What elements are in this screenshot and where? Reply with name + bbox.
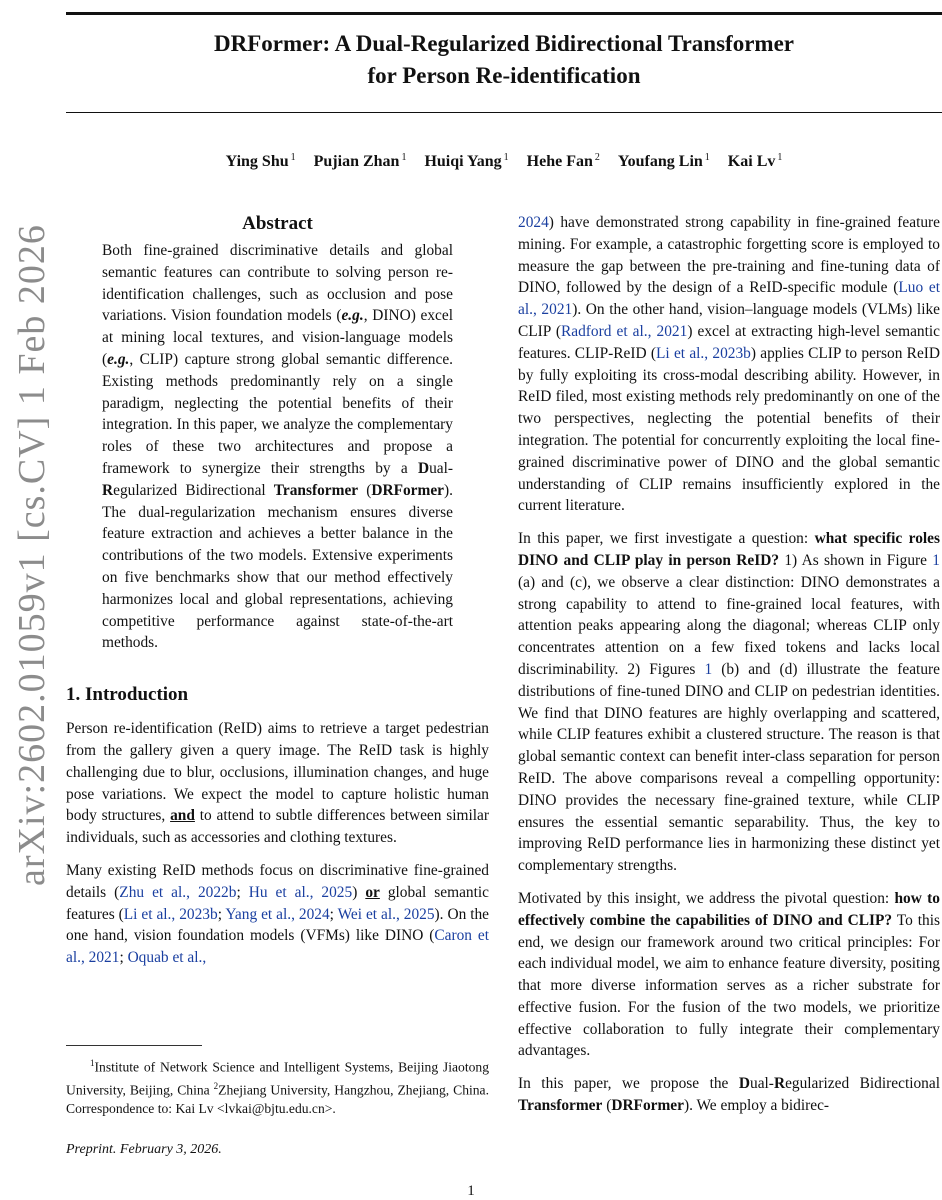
left-column <box>66 212 489 980</box>
text-run: ). The dual-regularization mechanism ensures diverse feature extraction and achieves a better balance in the contributions of the two models. Extensive experiments on five benchmarks show that our method effectively harmonizes local and global representations, achieving competitive performance against state-of-the-art methods. <box>102 481 453 652</box>
arxiv-identifier: arXiv:2602.01059v1 [cs.CV] 1 Feb 2026 <box>11 224 53 886</box>
text-run: Transformer <box>273 481 359 499</box>
text-run: e.g. <box>107 350 130 368</box>
author: Youfang Lin $^1$ <box>617 152 710 171</box>
author: Kai Lv $^1$ <box>727 152 783 171</box>
citation-link[interactable]: Caron et al., 2021 <box>66 927 489 967</box>
text-run: R <box>102 481 114 499</box>
text-run: Zhejiang University, Hangzhou, Zhejiang, China. Correspondence to: Kai Lv <lvkai@bjtu.edu.cn>. <box>66 1082 489 1117</box>
author: Ying Shu $^1$ <box>225 152 296 171</box>
body-paragraph <box>518 1073 940 1117</box>
text-run: to attend to subtle differences between similar individuals, such as accessories and clothing textures. <box>66 807 489 847</box>
text-run: (a) and (c), we observe a clear distinction: DINO demonstrates a strong capability to attend to fine-grained local features, with attention peaks appearing along the diagonal; whereas CLIP only concentrates attention on a few fixed tokens and lacks local discriminability. 2) Figures <box>518 573 940 678</box>
text-run: D <box>417 459 430 477</box>
text-run: e.g. <box>341 307 364 325</box>
text-run: 2 <box>213 1081 219 1092</box>
text-run: ). On the one hand, vision foundation models (VFMs) like DINO ( <box>66 905 490 945</box>
body-paragraph <box>66 860 489 969</box>
text-run: ( <box>358 481 372 499</box>
text-run: In this paper, we propose the <box>518 1075 739 1093</box>
author: Hehe Fan $^2$ <box>526 152 600 171</box>
citation-link[interactable]: Li et al., 2023b <box>123 905 218 923</box>
text-run: ). We employ a bidirec- <box>683 1097 830 1115</box>
author: Huiqi Yang $^1$ <box>424 152 509 171</box>
text-run: 1) As shown in Figure <box>779 551 933 569</box>
text-run: ual- <box>750 1075 774 1093</box>
author: Pujian Zhan $^1$ <box>313 152 407 171</box>
citation-link[interactable]: Oquab et al., <box>127 949 207 967</box>
text-run: what specific roles DINO and CLIP play in person ReID? <box>518 530 940 569</box>
text-run: D <box>738 1075 750 1093</box>
citation-link[interactable]: Zhu et al., 2022b <box>119 883 237 901</box>
text-run: egularized Bidirectional <box>113 481 274 499</box>
right-column <box>518 212 940 1128</box>
body-paragraph <box>518 212 940 517</box>
text-run: Both fine-grained discriminative details and global semantic features can contribute to solving person re-identification challenges, such as occlusion and pose variations. Vision foundation models ( <box>102 242 453 325</box>
text-run: 1 <box>90 1058 95 1068</box>
citation-link[interactable]: Wei et al., 2025 <box>337 905 435 923</box>
text-run: ; <box>217 905 226 923</box>
text-run: and <box>170 807 195 825</box>
text-run: ; <box>329 905 338 923</box>
text-run: ; <box>236 883 249 901</box>
citation-link[interactable]: Luo et al., 2021 <box>518 279 941 319</box>
text-run: ). On the other hand, vision–language models (VLMs) like CLIP ( <box>518 301 941 340</box>
title-rule <box>66 112 942 113</box>
paper-title-line-2: for Person Re-identification <box>367 63 641 88</box>
paper-title-line-1: DRFormer: A Dual-Regularized Bidirectional Transformer <box>213 31 794 56</box>
preprint-date: Preprint. February 3, 2026. <box>66 1142 222 1157</box>
text-run: ) applies CLIP to person ReID by fully exploiting its cross-modal describing ability. However, in ReID filed, most existing methods rely predominantly on one of the two perspectives, neglecting the potential benefits of their integration. The potential for concurrently exploiting the local fine-grained discriminative power of DINO and the global semantic understanding of CLIP remains insufficiently explored in the current literature. <box>518 344 941 515</box>
citation-link[interactable]: 1 <box>932 551 940 569</box>
footnote-rule <box>66 1045 202 1046</box>
author-list <box>66 152 942 171</box>
citation-link[interactable]: 2024 <box>518 214 549 231</box>
page-number: 1 <box>467 1183 475 1199</box>
text-run: ) have demonstrated strong capability in fine-grained feature mining. For example, a catastrophic forgetting score is employed to measure the gap between the pre-training and fine-tuning data of DINO, followed by the design of a ReID-specific module ( <box>518 214 940 297</box>
body-paragraph <box>66 718 489 849</box>
text-run: or <box>365 883 380 901</box>
text-run: ual- <box>429 459 453 477</box>
body-paragraph <box>518 528 940 877</box>
text-run: ) excel at extracting high-level semantic features. CLIP-ReID ( <box>518 322 940 362</box>
abstract-text <box>102 240 453 654</box>
text-run: Many existing ReID methods focus on discriminative fine-grained details ( <box>66 861 489 901</box>
top-rule <box>66 12 942 15</box>
abstract-heading: Abstract <box>242 213 313 234</box>
text-run: Transformer <box>518 1097 603 1115</box>
text-run: To this end, we design our framework around two critical principles: For each individual model, we aim to enhance feature diversity, positing that more diverse information serves as a richer substrate for effective fusion. For the fusion of the two models, we prioritize effective collaboration to fully integrate their complementary advantages. <box>518 911 940 1060</box>
section-heading-introduction: 1. Introduction <box>66 684 189 706</box>
citation-link[interactable]: Li et al., 2023b <box>656 344 751 362</box>
text-run: egularized Bidirectional <box>785 1075 940 1093</box>
text-run: how to effectively combine the capabilities of DINO and CLIP? <box>518 889 940 929</box>
text-run: ; <box>119 949 128 967</box>
text-run: ) <box>352 883 366 901</box>
citation-link[interactable]: Radford et al., 2021 <box>560 322 688 340</box>
text-run: R <box>773 1075 786 1093</box>
citation-link[interactable]: 1 <box>704 660 713 678</box>
text-run: Person re-identification (ReID) aims to retrieve a target pedestrian from the gallery given a query image. The ReID task is highly challenging due to blur, occlusions, illumination changes, and huge pose variations. We expect the model to capture holistic human body structures, <box>66 720 489 825</box>
text-run: DRFormer <box>371 481 444 499</box>
text-run: , DINO) excel at mining local textures, and vision-language models ( <box>102 307 453 368</box>
citation-link[interactable]: Yang et al., 2024 <box>225 905 330 923</box>
text-run: Motivated by this insight, we address the pivotal question: <box>518 889 895 907</box>
citation-link[interactable]: Hu et al., 2025 <box>248 883 353 901</box>
text-run: ( <box>602 1097 612 1115</box>
text-run: In this paper, we first investigate a question: <box>518 530 815 548</box>
text-run: (b) and (d) illustrate the feature distributions of fine-tuned DINO and CLIP on pedestrian identities. We find that DINO features are highly overlapping and scattered, while CLIP features exhibit a clustered structure. The reason is that global semantic context can benefit inter-class separation for person ReID. The above comparisons reveal a compelling opportunity: DINO provides the necessary fine-grained texture, while CLIP ensures the essential semantic separability. Thus, the key to improving ReID performance lies in harmonizing these distinct yet complementary strengths. <box>518 660 940 875</box>
body-paragraph <box>518 888 940 1062</box>
affiliation-footnote <box>66 1054 489 1119</box>
text-run: Institute of Network Science and Intelligent Systems, Beijing Jiaotong University, Beijing, China <box>66 1059 489 1098</box>
text-run: , CLIP) capture strong global semantic difference. Existing methods predominantly rely on a single paradigm, neglecting the potential benefits of their integration. In this paper, we analyze the complementary roles of these two architectures and propose a framework to synergize their strengths by a <box>102 350 453 477</box>
text-run: DRFormer <box>611 1097 684 1115</box>
text-run: global semantic features ( <box>66 883 489 923</box>
